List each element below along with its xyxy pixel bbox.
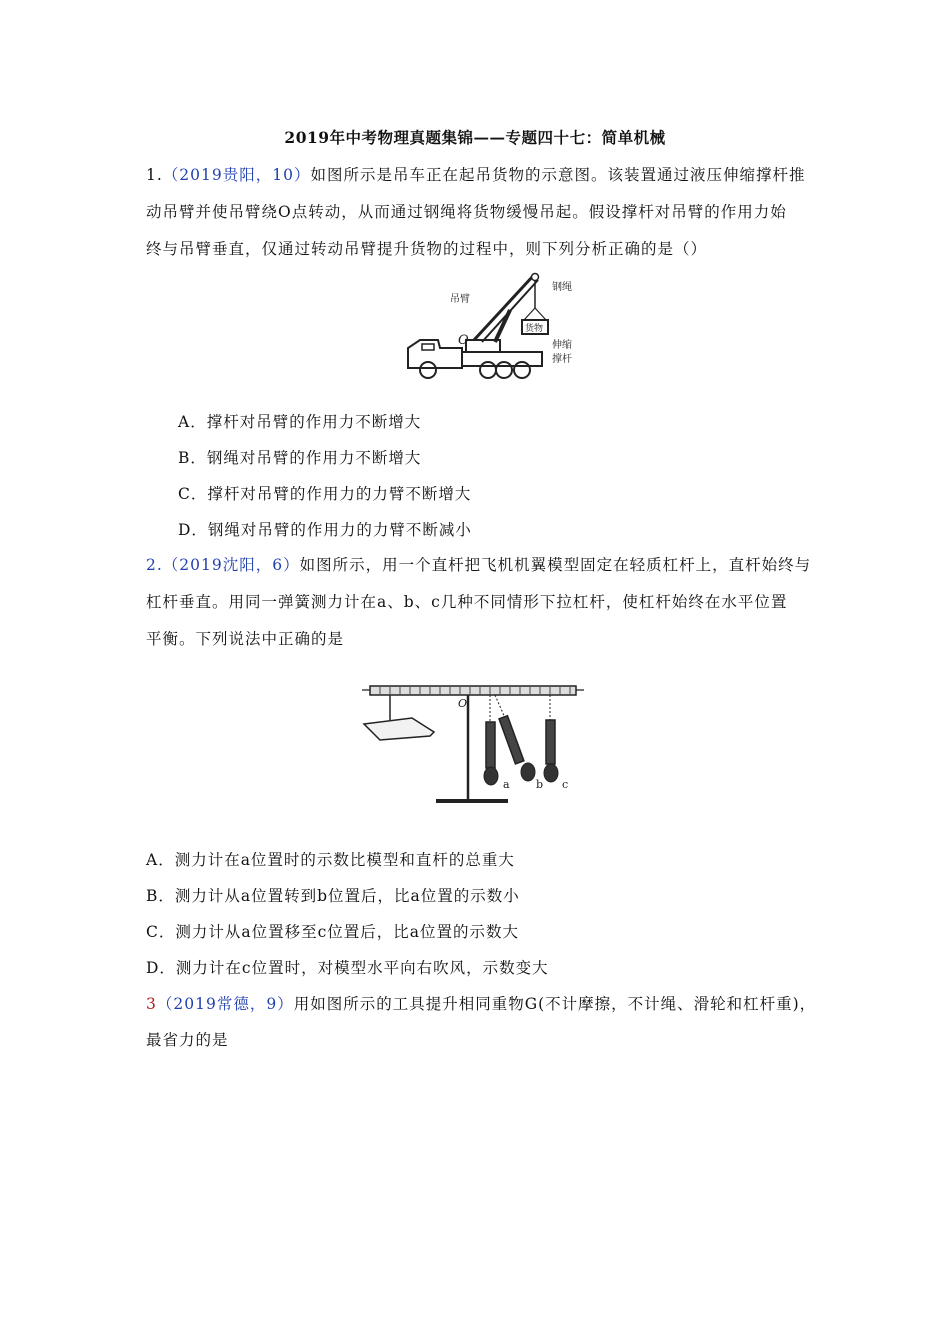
q2-text-1: 如图所示，用一个直杆把飞机机翼模型固定在轻质杠杆上，直杆始终与 <box>299 556 812 574</box>
wheel-2 <box>480 362 496 378</box>
q1-number: 1. <box>146 166 163 184</box>
q3-line2: 最省力的是 <box>146 1031 229 1049</box>
q1-line1 <box>146 163 805 185</box>
q3-source: （2019常德，9） <box>156 995 294 1013</box>
truck-cab <box>408 340 462 368</box>
label-rope: 钢绳 <box>552 282 572 293</box>
q1-line2: 动吊臂并使吊臂绕O点转动，从而通过钢绳将货物缓慢吊起。假设撑杆对吊臂的作用力始 <box>146 203 787 221</box>
label-c: c <box>562 778 569 791</box>
label-b: b <box>536 778 544 791</box>
q3-line1 <box>146 992 816 1014</box>
q2-line3: 平衡。下列说法中正确的是 <box>146 630 345 648</box>
spring-scale-c <box>546 720 555 764</box>
wheel-4 <box>514 362 530 378</box>
page-title: 2019年中考物理真题集锦——专题四十七：简单机械 <box>284 128 666 147</box>
q1-line3: 终与吊臂垂直，仅通过转动吊臂提升货物的过程中，则下列分析正确的是（） <box>146 240 708 258</box>
label-strut-2: 撑杆 <box>552 354 572 365</box>
q2-option-a: A．测力计在a位置时的示数比模型和直杆的总重大 <box>146 851 515 869</box>
q2-option-c: C．测力计从a位置移至c位置后，比a位置的示数大 <box>146 923 520 941</box>
q3-text-1: 用如图所示的工具提升相同重物G(不计摩擦，不计绳、滑轮和杠杆重)， <box>293 995 817 1013</box>
label-strut-1: 伸缩 <box>552 340 572 351</box>
q1-source: （2019贵阳，10） <box>162 166 311 184</box>
q2-option-b: B．测力计从a位置转到b位置后，比a位置的示数小 <box>146 887 520 905</box>
wheel-3 <box>496 362 512 378</box>
q1-option-d: D．钢绳对吊臂的作用力的力臂不断减小 <box>178 521 472 539</box>
q1-option-c: C．撑杆对吊臂的作用力的力臂不断增大 <box>178 485 472 503</box>
wheel-1 <box>420 362 436 378</box>
q2-number: 2. <box>146 556 163 574</box>
label-pivot: O <box>458 333 469 348</box>
wing-model <box>364 718 434 740</box>
q1-text-1: 如图所示是吊车正在起吊货物的示意图。该装置通过液压伸缩撑杆推 <box>310 166 806 184</box>
q1-option-b: B．钢绳对吊臂的作用力不断增大 <box>178 449 422 467</box>
lever-figure <box>360 680 586 808</box>
q1-option-a: A．撑杆对吊臂的作用力不断增大 <box>178 413 422 431</box>
q2-line1 <box>146 553 811 575</box>
label-cargo: 货物 <box>525 324 544 334</box>
q2-option-d: D．测力计在c位置时，对模型水平向右吹风，示数变大 <box>146 959 549 977</box>
q2-line2: 杠杆垂直。用同一弹簧测力计在a、b、c几种不同情形下拉杠杆，使杠杆始终在水平位置 <box>146 593 788 611</box>
truck-chassis <box>462 352 542 366</box>
lever-bar <box>370 686 576 695</box>
crane-figure <box>400 270 590 382</box>
label-a: a <box>503 778 510 791</box>
label-boom: 吊臂 <box>450 294 470 305</box>
q3-number: 3 <box>146 995 157 1013</box>
spring-scale-a <box>486 722 495 768</box>
cab-window <box>422 344 434 350</box>
q2-source: （2019沈阳，6） <box>162 556 300 574</box>
label-pivot-o: O <box>458 697 468 710</box>
spring-scale-b <box>499 716 524 764</box>
